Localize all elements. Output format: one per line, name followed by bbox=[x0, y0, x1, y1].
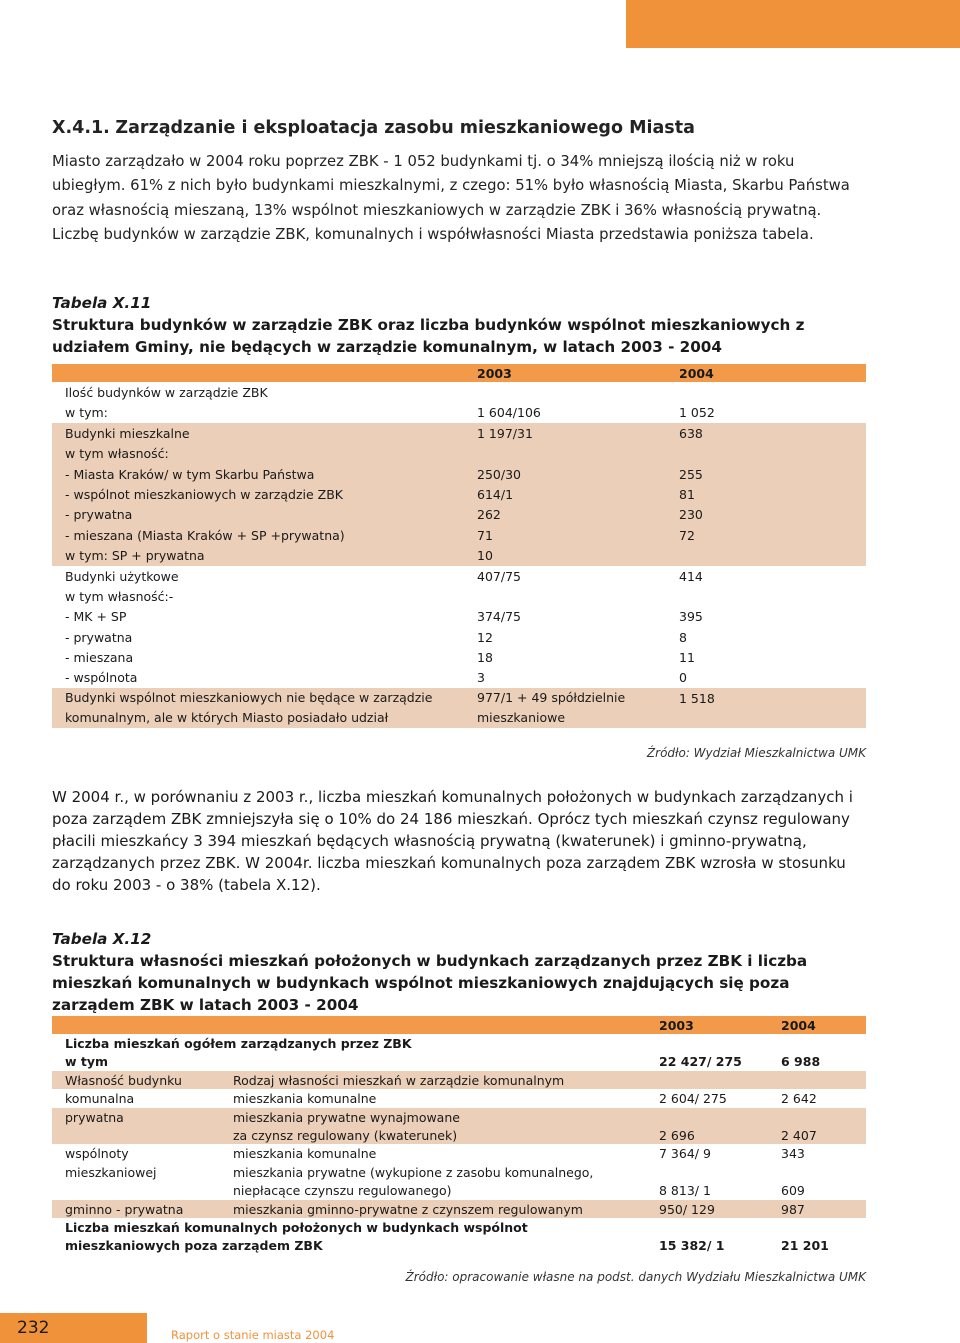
table-cell: Budynki użytkowe bbox=[65, 568, 179, 584]
table-cell: 230 bbox=[679, 507, 703, 523]
table-row bbox=[52, 504, 866, 524]
table-cell: 1 604/106 bbox=[477, 405, 541, 421]
table-cell: 638 bbox=[679, 425, 703, 441]
table-cell: mieszkania prywatne wynajmowane bbox=[233, 1109, 460, 1125]
table-cell: - MK + SP bbox=[65, 609, 127, 625]
table-cell: 343 bbox=[781, 1146, 805, 1162]
table-cell: 609 bbox=[781, 1183, 805, 1199]
table11-header-2004: 2004 bbox=[679, 366, 714, 381]
table-cell: 21 201 bbox=[781, 1238, 829, 1254]
table-row bbox=[52, 1236, 866, 1254]
table-cell: 18 bbox=[477, 650, 493, 666]
table-row bbox=[52, 443, 866, 463]
table-cell: - wspólnota bbox=[65, 670, 138, 686]
table-row bbox=[52, 1071, 866, 1089]
table-cell: 977/1 + 49 spółdzielnie mieszkaniowe bbox=[477, 689, 626, 725]
table-cell: 81 bbox=[679, 486, 695, 502]
table-cell: mieszkaniowych poza zarządem ZBK bbox=[65, 1238, 323, 1254]
table-cell: 950/ 129 bbox=[659, 1201, 715, 1217]
table-row bbox=[52, 1200, 866, 1218]
table-row bbox=[52, 423, 866, 443]
table-cell: 7 364/ 9 bbox=[659, 1146, 711, 1162]
section-heading: Zarządzanie i eksploatacja zasobu mieszkaniowego Miasta bbox=[115, 118, 695, 138]
table-cell: 987 bbox=[781, 1201, 805, 1217]
table-row bbox=[52, 586, 866, 606]
table-row bbox=[52, 1144, 866, 1162]
table-cell: mieszkania gminno-prywatne z czynszem regulowanym bbox=[233, 1201, 583, 1217]
table-cell: - prywatna bbox=[65, 507, 133, 523]
table-cell: 12 bbox=[477, 629, 493, 645]
table-cell: 407/75 bbox=[477, 568, 521, 584]
table-cell: mieszkaniowej bbox=[65, 1164, 157, 1180]
table-cell: 2 642 bbox=[781, 1091, 817, 1107]
table-cell: 0 bbox=[679, 670, 687, 686]
table-cell: Rodzaj własności mieszkań w zarządzie komunalnym bbox=[233, 1072, 565, 1088]
section-title bbox=[52, 118, 695, 138]
table-cell: - mieszana (Miasta Kraków + SP +prywatna) bbox=[65, 527, 345, 543]
table-row bbox=[52, 464, 866, 484]
table-row bbox=[52, 647, 866, 667]
table-row bbox=[52, 1218, 866, 1236]
table-row bbox=[52, 545, 866, 565]
table-11 bbox=[52, 364, 866, 728]
table12-header-2003: 2003 bbox=[659, 1018, 694, 1033]
table-cell: w tym: SP + prywatna bbox=[65, 548, 205, 564]
table-row bbox=[52, 402, 866, 422]
table11-title: Struktura budynków w zarządzie ZBK oraz liczba budynków wspólnot mieszkaniowych z udziałem Gminy, nie będących w zarządzie komunalnym, w latach 2003 - 2004 bbox=[52, 316, 805, 356]
table-cell: Budynki mieszkalne bbox=[65, 425, 190, 441]
table-cell: gminno - prywatna bbox=[65, 1201, 184, 1217]
table-cell: 6 988 bbox=[781, 1054, 821, 1070]
table-cell: 11 bbox=[679, 650, 695, 666]
table-row bbox=[52, 627, 866, 647]
table-row bbox=[52, 1126, 866, 1144]
table12-label: Tabela X.12 bbox=[52, 930, 152, 948]
table-cell: 395 bbox=[679, 609, 703, 625]
table-cell: 8 bbox=[679, 629, 687, 645]
table-cell: Liczba mieszkań ogółem zarządzanych przez ZBK bbox=[65, 1036, 412, 1051]
table-cell: 3 bbox=[477, 670, 485, 686]
table-row bbox=[52, 1181, 866, 1199]
corner-accent-block bbox=[626, 0, 960, 48]
table-row bbox=[52, 566, 866, 586]
table12-header-2004: 2004 bbox=[781, 1018, 816, 1033]
table-cell: niepłacące czynszu regulowanego) bbox=[233, 1183, 452, 1199]
footer-title: Raport o stanie miasta 2004 bbox=[171, 1328, 335, 1342]
table-cell: Liczba mieszkań komunalnych położonych w budynkach wspólnot bbox=[65, 1219, 528, 1235]
table-cell: 374/75 bbox=[477, 609, 521, 625]
table-cell: - Miasta Kraków/ w tym Skarbu Państwa bbox=[65, 466, 315, 482]
table-cell: Ilość budynków w zarządzie ZBK bbox=[65, 385, 268, 400]
table-row bbox=[52, 1052, 866, 1070]
table11-header-row bbox=[52, 364, 866, 382]
table-cell: mieszkania prywatne (wykupione z zasobu komunalnego, bbox=[233, 1164, 594, 1180]
body-paragraph: W 2004 r., w porównaniu z 2003 r., liczba mieszkań komunalnych położonych w budynkach zarządzanych i poza zarządem ZBK zmniejszyła się o 10% do 24 186 mieszkań. Oprócz tych mieszkań czynsz regulowany płacili mieszkańcy 3 394 mieszkań będących własnością prywatną (kwaterunek) i gminno-prywatną, zarządzanych przez ZBK. W 2004r. liczba mieszkań komunalnych poza zarządem ZBK wzrosła w stosunku do roku 2003 - o 38% (tabela X.12). bbox=[52, 788, 853, 894]
table-cell: 1 197/31 bbox=[477, 425, 533, 441]
table-cell: 2 696 bbox=[659, 1127, 695, 1143]
table-row bbox=[52, 382, 866, 402]
table-cell: 8 813/ 1 bbox=[659, 1183, 711, 1199]
table-cell: - wspólnot mieszkaniowych w zarządzie ZBK bbox=[65, 486, 343, 502]
table-row bbox=[52, 1034, 866, 1052]
table-cell: w tym: bbox=[65, 405, 108, 421]
table-row bbox=[52, 1089, 866, 1107]
table-cell: komunalna bbox=[65, 1091, 135, 1107]
table-row bbox=[52, 1108, 866, 1126]
table11-label: Tabela X.11 bbox=[52, 294, 152, 312]
table-cell: 15 382/ 1 bbox=[659, 1238, 725, 1254]
table-cell: 2 604/ 275 bbox=[659, 1091, 727, 1107]
table-cell: w tym własność: bbox=[65, 446, 169, 462]
table-cell: prywatna bbox=[65, 1109, 124, 1125]
table12-caption bbox=[52, 928, 866, 1016]
table-cell: 22 427/ 275 bbox=[659, 1054, 742, 1070]
table12-title: Struktura własności mieszkań położonych w budynkach zarządzanych przez ZBK i liczba mieszkań komunalnych w budynkach wspólnot mieszkaniowych znajdujących się poza zarządem ZBK w latach 2003 - 2004 bbox=[52, 952, 808, 1014]
table-cell: 10 bbox=[477, 548, 493, 564]
table-cell: 250/30 bbox=[477, 466, 521, 482]
table-cell: w tym bbox=[65, 1054, 109, 1070]
table-cell: 71 bbox=[477, 527, 493, 543]
table-row bbox=[52, 525, 866, 545]
table-cell: 1 518 bbox=[679, 690, 715, 706]
table-cell: mieszkania komunalne bbox=[233, 1146, 377, 1162]
table-row bbox=[52, 667, 866, 687]
table-cell: 414 bbox=[679, 568, 703, 584]
table11-header-2003: 2003 bbox=[477, 366, 512, 381]
table-cell: - prywatna bbox=[65, 629, 133, 645]
table-cell: - mieszana bbox=[65, 650, 134, 666]
table12-header-row bbox=[52, 1016, 866, 1034]
table-row bbox=[52, 606, 866, 626]
table-cell: 2 407 bbox=[781, 1127, 817, 1143]
table-cell: Własność budynku bbox=[65, 1072, 182, 1088]
table-row bbox=[52, 1163, 866, 1181]
table11-caption bbox=[52, 292, 866, 358]
table-cell: za czynsz regulowany (kwaterunek) bbox=[233, 1127, 458, 1143]
table-row bbox=[52, 688, 866, 728]
intro-paragraph: Miasto zarządzało w 2004 roku poprzez ZBK - 1 052 budynkami tj. o 34% mniejszą ilością niż w roku ubiegłym. 61% z nich było budynkami mieszkalnymi, z czego: 51% było własnością Miasta, Skarbu Państwa oraz własnością mieszaną, 13% wspólnot mieszkaniowych w zarządzie ZBK i 36% własnością prywatną. Liczbę budynków w zarządzie ZBK, komunalnych i współwłasności Miasta przedstawia poniższa tabela. bbox=[52, 153, 850, 243]
table-cell: 72 bbox=[679, 527, 695, 543]
page-number: 232 bbox=[17, 1318, 50, 1338]
table-row bbox=[52, 484, 866, 504]
table-cell: wspólnoty bbox=[65, 1146, 129, 1162]
table12-source: Źródło: opracowanie własne na podst. danych Wydziału Mieszkalnictwa UMK bbox=[405, 1270, 866, 1284]
table-cell: mieszkania komunalne bbox=[233, 1091, 377, 1107]
section-number: X.4.1. bbox=[52, 118, 110, 138]
table-12 bbox=[52, 1016, 866, 1255]
table11-source: Źródło: Wydział Mieszkalnictwa UMK bbox=[646, 746, 866, 760]
table-cell: 614/1 bbox=[477, 486, 514, 502]
table-cell: 1 052 bbox=[679, 405, 715, 421]
table-cell: 255 bbox=[679, 466, 703, 482]
table-cell: Budynki wspólnot mieszkaniowych nie będące w zarządzie komunalnym, ale w których Miasto posiadało udział bbox=[65, 689, 433, 725]
table-cell: 262 bbox=[477, 507, 501, 523]
table-cell: w tym własność:- bbox=[65, 588, 174, 604]
